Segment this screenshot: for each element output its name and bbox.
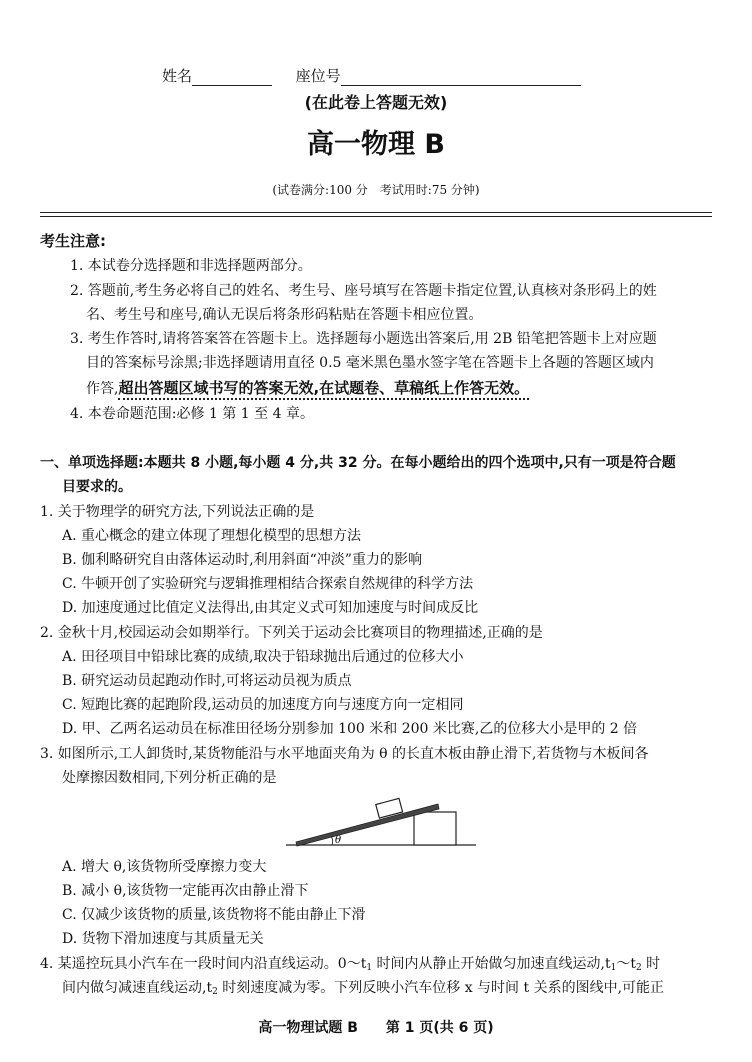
question-stem: 4. 某遥控玩具小汽车在一段时间内沿直线运动。$0\sim t_1$ 时间内从静止开始做匀加速直线运动$,t_1\sim t_2$ 时 [40,956,661,973]
option-b: B. 伽利略研究自由落体运动时,利用斜面“冲淡”重力的影响 [62,552,422,568]
header-rule-bottom [40,216,712,217]
page-footer: 高一物理试题 B 第 1 页(共 6 页) [258,1020,494,1036]
notice-item: 名、考生号和座号,确认无误后将条形码粘贴在答题卡相应位置。 [86,307,483,323]
option-d: D. 甲、乙两名运动员在标准田径场分别参加 100 米和 200 米比赛,乙的位移大小是甲的 2 倍 [62,721,638,737]
name-label: 姓名 [162,67,193,85]
option-a: A. 重心概念的建立体现了理想化模型的思想方法 [62,528,362,544]
theta-label: θ [335,835,342,846]
option-a: A. 增大 θ,该货物所受摩擦力变大 [62,859,267,875]
header-fields [162,66,581,86]
exam-info: (试卷满分:100 分 考试用时:75 分钟) [272,183,480,197]
notice-item: 目的答案标号涂黑;非选择题请用直径 0.5 毫米黑色墨水签字笔在答题卡上各题的答题区域内 [86,355,654,371]
notice-item [86,378,529,399]
notice-item: 1. 本试卷分选择题和非选择题两部分。 [70,258,312,274]
question-stem-cont: 间内做匀减速直线运动$,t_2$ 时刻速度减为零。下列反映小汽车位移 x 与时间 t 关系的图线中,可能正 [62,980,665,997]
option-b: B. 减小 θ,该货物一定能再次由静止滑下 [62,883,309,899]
seat-blank [341,85,581,86]
option-d: D. 加速度通过比值定义法得出,由其定义式可知加速度与时间成反比 [62,600,479,616]
support-block [414,812,456,845]
option-c: C. 短跑比赛的起跑阶段,运动员的加速度方向与速度方向一定相同 [62,697,464,713]
option-d: D. 货物下滑加速度与其质量无关 [62,931,264,947]
option-c: C. 仅减少该货物的质量,该货物将不能由静止下滑 [62,907,366,923]
option-b: B. 研究运动员起跑动作时,可将运动员视为质点 [62,673,352,689]
invalid-note: (在此卷上答题无效) [304,93,448,112]
section-heading-cont: 目要求的。 [62,479,132,495]
notice-item: 4. 本卷命题范围:必修 1 第 1 至 4 章。 [70,406,314,422]
notice-item-prefix: 作答, [86,381,119,397]
name-blank [192,85,272,86]
question-stem-cont: 处摩擦因数相同,下列分析正确的是 [62,770,277,786]
question-stem: 3. 如图所示,工人卸货时,某货物能沿与水平地面夹角为 θ 的长直木板由静止滑下,若货物与木板间各 [40,746,649,762]
notice-item: 2. 答题前,考生务必将自己的姓名、考生号、座号填写在答题卡指定位置,认真核对条形码上的姓 [70,283,657,299]
incline-figure [286,790,476,850]
header-rule-top [40,212,712,213]
page-title: 高一物理 B [307,129,445,160]
question-stem: 2. 金秋十月,校园运动会如期举行。下列关于运动会比赛项目的物理描述,正确的是 [40,625,543,641]
option-a: A. 田径项目中铅球比赛的成绩,取决于铅球抛出后通过的位移大小 [62,649,464,665]
notice-emphasis: 超出答题区域书写的答案无效,在试题卷、草稿纸上作答无效。 [118,379,529,400]
option-c: C. 牛顿开创了实验研究与逻辑推理相结合探索自然规律的科学方法 [62,576,474,592]
notice-item: 3. 考生作答时,请将答案答在答题卡上。选择题每小题选出答案后,用 2B 铅笔把答题卡上对应题 [70,331,657,347]
seat-label: 座位号 [295,67,341,85]
section-heading: 一、单项选择题:本题共 8 小题,每小题 4 分,共 32 分。在每小题给出的四个选项中,只有一项是符合题 [40,455,676,471]
question-stem: 1. 关于物理学的研究方法,下列说法正确的是 [40,504,315,520]
notice-heading: 考生注意: [40,232,106,250]
